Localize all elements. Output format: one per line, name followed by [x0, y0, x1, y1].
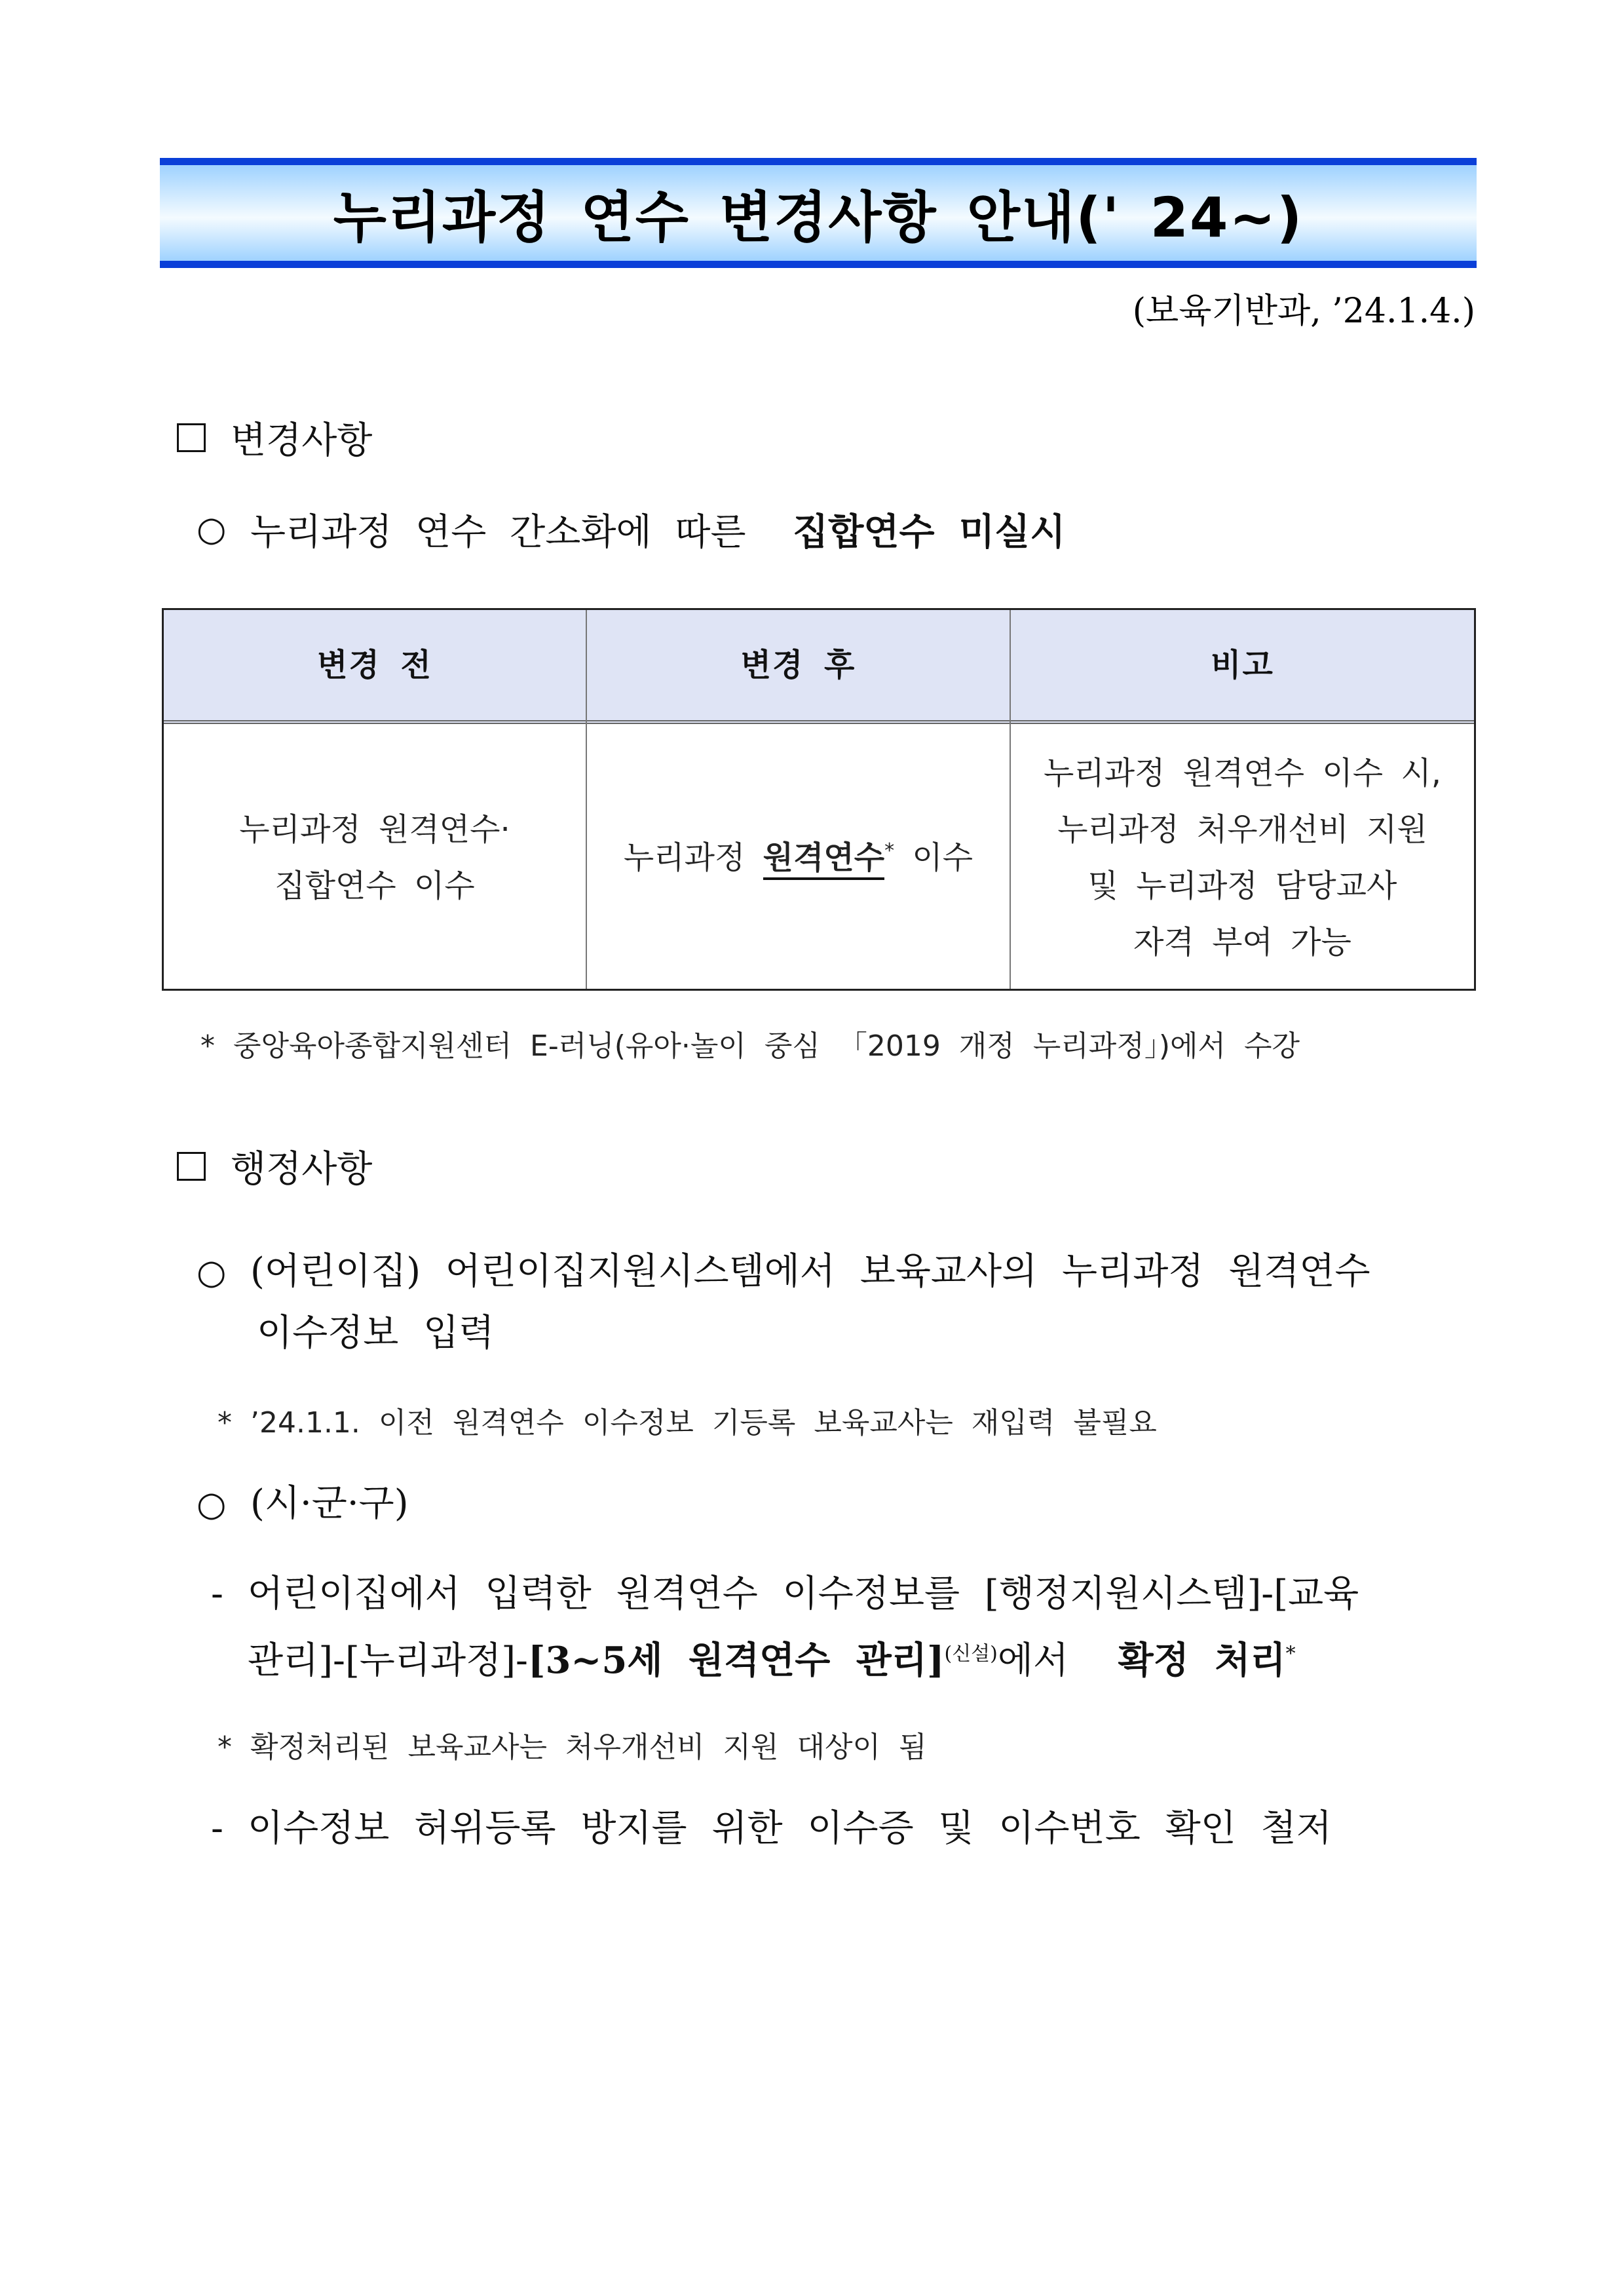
- admin-bullet-2: [197, 1474, 409, 1527]
- checkbox-square-icon: [177, 1152, 206, 1181]
- admin-bullet-2-text: (시·군·구): [250, 1482, 409, 1525]
- header-remark: 비고: [1211, 647, 1274, 683]
- dash-item-1-sup: (신설): [944, 1642, 998, 1666]
- cell-remark: [1011, 727, 1474, 989]
- bullet-text-bold: 집합연수 미실시: [793, 511, 1066, 554]
- section-heading-text: 변경사항: [231, 419, 373, 462]
- checkbox-square-icon: [177, 423, 206, 452]
- cell-after-bold: 원격연수: [763, 839, 884, 880]
- page-title: 누리과정 연수 변경사항 안내(' 24~): [333, 185, 1304, 250]
- dash-item-1-line: 어린이집에서 입력한 원격연수 이수정보를 [행정지원시스템]-[교육: [248, 1573, 1359, 1615]
- dash-item-1-text: 에서: [997, 1639, 1069, 1682]
- cell-before: [164, 727, 586, 989]
- cell-before-line: 집합연수 이수: [274, 868, 475, 904]
- change-table: [162, 608, 1476, 991]
- footnote-mark: *: [884, 839, 895, 862]
- header-before: 변경 전: [317, 647, 432, 683]
- cell-remark-line: 및 누리과정 담당교사: [1087, 868, 1397, 904]
- title-banner: [160, 158, 1477, 268]
- section-heading-text: 행정사항: [231, 1148, 373, 1191]
- bullet-text: 누리과정 연수 간소화에 따른: [250, 511, 746, 554]
- circle-bullet-icon: ○: [197, 1485, 227, 1524]
- dash-item-2-text: 이수정보 허위등록 방지를 위한 이수증 및 이수번호 확인 철저: [248, 1807, 1332, 1850]
- cell-after: [587, 727, 1010, 989]
- dash-item-2: [211, 1799, 1332, 1852]
- footnote-mark: *: [1285, 1642, 1296, 1666]
- section-heading-changes: [177, 411, 372, 464]
- dash-item-1-bold: [3~5세 원격연수 관리]: [527, 1639, 945, 1682]
- table-footnote: * 중앙육아종합지원센터 E-러닝(유아·놀이 중심 「2019 개정 누리과정」)에서 수강: [200, 1029, 1300, 1063]
- dash-marker: -: [211, 1573, 223, 1615]
- admin-bullet-1: [197, 1242, 1370, 1295]
- cell-after-post: 이수: [912, 839, 973, 876]
- cell-remark-line: 누리과정 원격연수 이수 시,: [1043, 755, 1442, 792]
- circle-bullet-icon: ○: [197, 510, 227, 549]
- bullet-line-1: [197, 503, 1065, 556]
- cell-remark-line: 누리과정 처우개선비 지원: [1057, 811, 1427, 848]
- admin-bullet-1-line: (어린이집) 어린이집지원시스템에서 보육교사의 누리과정 원격연수: [250, 1250, 1370, 1293]
- dash-item-1-line2: [248, 1632, 1296, 1684]
- dash-item-1: [211, 1565, 1359, 1617]
- section-heading-admin: [177, 1140, 372, 1193]
- cell-before-line: 누리과정 원격연수·: [239, 811, 510, 848]
- admin-bullet-1-line2: 이수정보 입력: [257, 1312, 495, 1354]
- dash-item-1-bold-2: 확정 처리: [1118, 1639, 1286, 1682]
- header-after: 변경 후: [740, 647, 856, 683]
- dash-item-1-text: 관리]-[누리과정]-: [248, 1639, 528, 1682]
- admin-footnote-1: * ’24.1.1. 이전 원격연수 이수정보 기등록 보육교사는 재입력 불필요: [217, 1406, 1157, 1440]
- dash-marker: -: [211, 1807, 223, 1850]
- dash-footnote-1: * 확정처리된 보육교사는 처우개선비 지원 대상이 됨: [217, 1731, 927, 1764]
- circle-bullet-icon: ○: [197, 1253, 227, 1292]
- department-date: (보육기반과, ’24.1.4.): [1132, 292, 1475, 331]
- cell-after-pre: 누리과정: [623, 839, 746, 876]
- cell-remark-line: 자격 부여 가능: [1133, 924, 1351, 961]
